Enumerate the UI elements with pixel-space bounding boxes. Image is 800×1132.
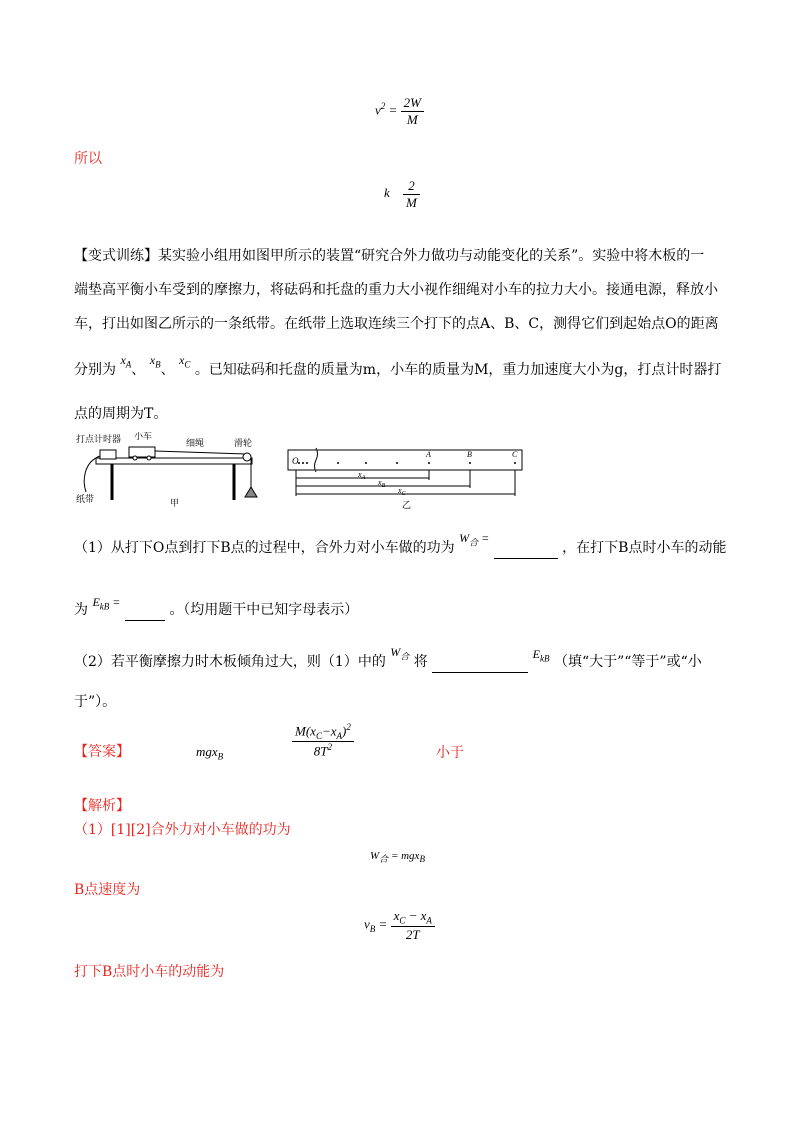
label-pulley: 滑轮 [234,439,253,449]
label-tape: 纸带 [76,495,95,505]
label-timer: 打点计时器 [76,435,122,445]
equation-k [384,178,420,211]
label-xc: $x_C$ [398,486,406,497]
rope-line [155,451,246,454]
fraction-den: 2T [405,926,420,942]
para-line-4-start: 分别为 [74,362,116,378]
point-o: O [292,456,299,466]
suoyi-label: 所以 [74,151,102,167]
eq-v: v [375,102,381,118]
dot-c [514,462,516,464]
label-xa: $x_A$ [358,470,366,481]
sub-c: C [184,359,191,370]
q1-text-c: 为 [74,602,88,618]
fraction-2w-m [401,95,424,128]
dot [365,462,367,464]
analysis-eq-2: $v_B$ = $\frac{x_C - x_A}{2T}$ [364,908,435,943]
tape-break [315,448,318,472]
answer-3: 小于 [436,745,464,761]
fraction-ek [292,722,354,759]
q1-text-a: （1）从打下O点到打下B点的过程中，合外力对小车做的功为 [74,540,455,556]
fraction-num: $M(x_C-x_A)^2$ [292,722,354,742]
eq-equals: = [388,102,398,118]
q1-text-d: 。（均用题干中已知字母表示） [169,602,359,618]
answer-blank-3[interactable] [432,652,528,673]
question-1-line-2 [74,595,359,624]
answer-1: mgx$_B$ [196,744,224,762]
analysis-line-3: 打下B点时小车的动能为 [74,964,225,980]
board [96,458,252,464]
fraction-vb [391,908,435,943]
para-line-5: 点的周期为T。 [74,406,168,422]
analysis-eq-1: $W_合 = mgx_B$ [370,850,425,865]
answer-blank-1[interactable] [494,538,558,559]
para-line-1: 【变式训练】某实验小组用如图甲所示的装置“研究合外力做功与动能变化的关系”。实验中将木板的一 [74,248,705,264]
q2-text-b: 将 [413,654,428,670]
equation-v-squared [375,95,424,128]
fraction-den: $8T^2$ [313,741,333,759]
para-line-4-end: 。已知砝码和托盘的质量为m，小车的质量为M，重力加速度大小为g，打点计时器打 [194,362,722,378]
dot-b [469,462,471,464]
q1-text-b: ，在打下B点时小车的动能 [562,540,727,556]
q2-text-c: （填“大于”“等于”或“小 [553,654,702,670]
symbol-w-he: $W_合$ = [459,531,490,548]
symbol-xa: $x_A$ [120,353,132,370]
timer-box [100,450,116,459]
label-xb: $x_B$ [378,478,386,489]
car-box [129,447,155,457]
analysis-line-2: B点速度为 [74,882,141,898]
analysis-line-1: （1）[1][2]合外力对小车做的功为 [74,822,291,838]
tape-curve [84,456,100,492]
figure-tape-yi [286,444,530,512]
dot [298,462,300,464]
car-wheel-right [147,456,151,460]
label-car: 小车 [134,432,153,442]
fraction-num: $x_C - x_A$ [391,908,435,927]
caption-jia: 甲 [170,499,180,509]
para-line-3: 车，打出如图乙所示的一条纸带。在纸带上选取连续三个打下的点A、B、C，测得它们到起始点O的距离 [74,316,719,332]
answer-2-fraction [292,722,354,759]
fraction-num: 2 [403,178,420,195]
dot [337,462,339,464]
para-line-2: 端垫高平衡小车受到的摩擦力，将砝码和托盘的重力大小视作细绳对小车的拉力大小。接通电源，释放小 [74,282,718,298]
caption-yi: 乙 [402,501,412,511]
label-rope: 细绳 [186,439,205,449]
fraction-2-m [403,178,420,211]
symbol-ekb-2: $E_{kB}$ [532,647,550,664]
symbol-w-he-2: $W_合$ [390,645,410,662]
dot [306,462,308,464]
fraction-den: M [406,112,418,127]
label-c: C [512,450,518,459]
symbol-xc: $x_C$ [179,353,191,370]
dot-a [428,462,430,464]
dot [302,462,304,464]
q2-text-a: （2）若平衡摩擦力时木板倾角过大，则（1）中的 [74,654,386,670]
question-2-line-2: 于”）。 [74,694,117,710]
car-wheel-left [133,456,137,460]
dot [396,462,398,464]
question-2-line-1 [74,645,702,676]
answer-blank-2[interactable] [125,600,165,621]
symbol-ekb: $E_{kB}$ = [92,595,121,612]
symbol-xb: $x_B$ [149,353,161,370]
question-1-line-1 [74,531,727,562]
analysis-label: 【解析】 [74,798,130,814]
label-a: A [426,450,431,459]
pulley-wheel [243,453,251,461]
answer-label: 【答案】 [74,744,130,760]
figure-apparatus-jia [74,432,264,510]
weight [245,487,257,497]
eq-sup: 2 [380,101,386,112]
fraction-den: M [406,195,417,210]
tape-strip [288,450,522,470]
para-line-4: 分别为 $x_A$、 $x_B$、 $x_C$ 。已知砝码和托盘的质量为m，小车的质量为M，重力加速度大小为g，打点计时器打 [74,353,722,378]
eq-k-lhs: k [384,185,390,201]
fraction-num: 2W [401,95,424,112]
sub-b: B [155,359,161,370]
sub-a: A [125,359,132,370]
label-b: B [467,450,472,459]
